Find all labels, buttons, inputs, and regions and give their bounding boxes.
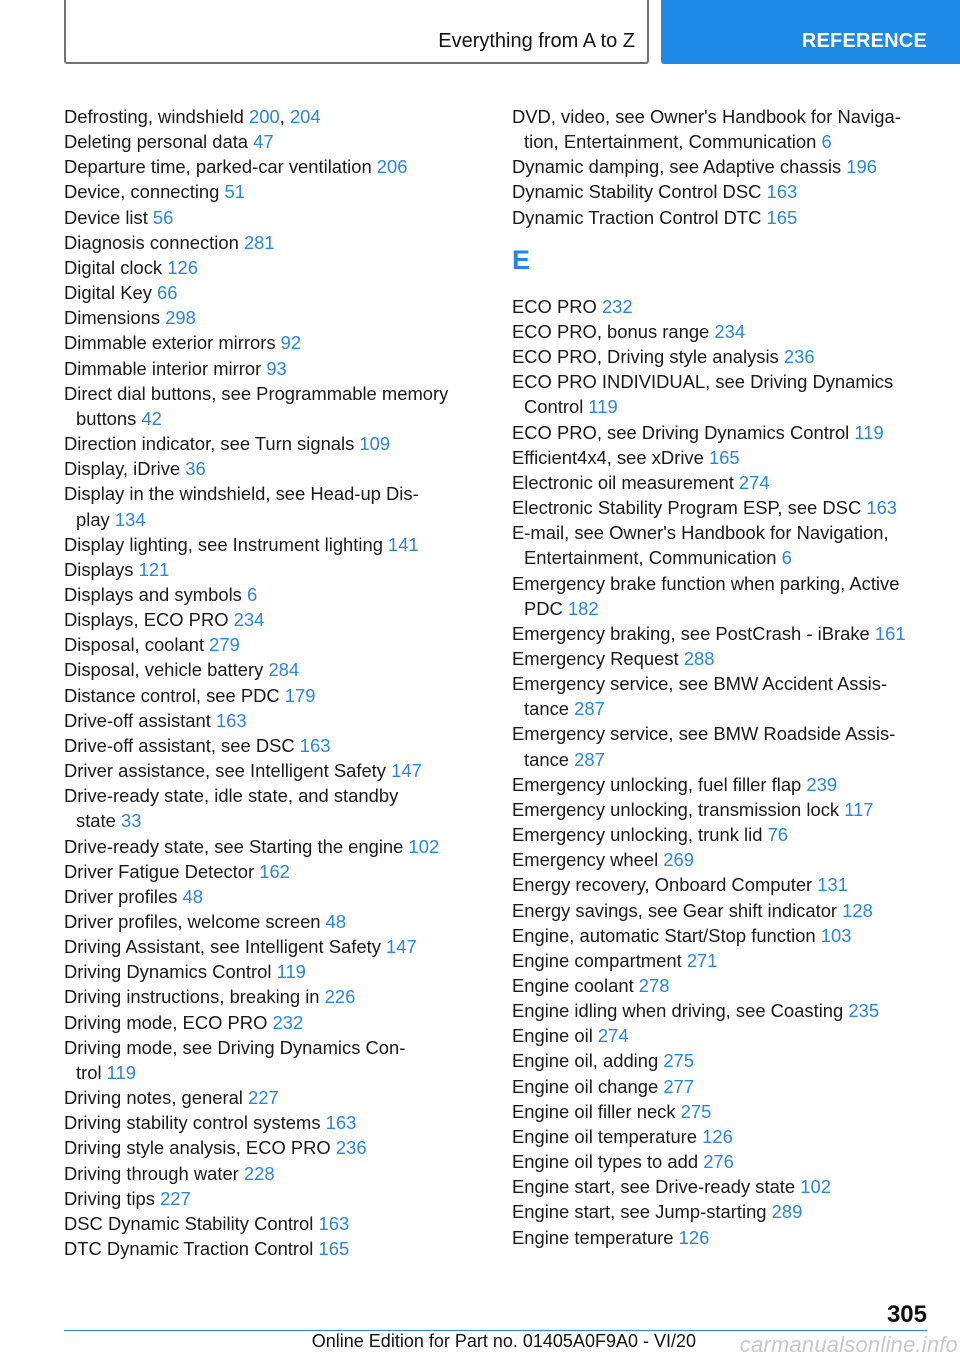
page-link[interactable]: 279: [209, 634, 240, 656]
index-entry-term: Dimmable interior mirror: [64, 357, 267, 379]
index-entry-term: Digital clock: [64, 256, 168, 278]
index-entry: [64, 129, 474, 154]
page-link[interactable]: 161: [874, 622, 906, 644]
index-entry-term: Displays and symbols: [64, 583, 247, 605]
index-entry: [512, 179, 927, 204]
index-entry: [64, 783, 474, 833]
page-separator: ,: [279, 106, 290, 127]
page-link[interactable]: 117: [844, 798, 874, 820]
section-letter-heading: E: [512, 244, 531, 275]
index-entry-term: E-mail, see Owner's Handbook for Navigation, Entertainment, Communication: [512, 522, 889, 569]
index-entry: [64, 632, 474, 657]
page-link[interactable]: 236: [783, 346, 815, 368]
index-entry-term: Engine oil filler neck: [512, 1100, 681, 1122]
reference-tab-label: REFERENCE: [801, 30, 927, 52]
index-entry: [64, 733, 474, 758]
page-link[interactable]: 165: [766, 206, 798, 228]
header-title: Everything from A to Z: [438, 30, 635, 52]
page-link[interactable]: 109: [359, 433, 391, 455]
index-entry: [64, 1161, 474, 1186]
page-link[interactable]: 204: [289, 106, 321, 127]
index-entry-term: Engine oil temperature: [512, 1125, 703, 1147]
index-entry-term: Driver profiles, welcome screen: [64, 911, 326, 932]
page-link[interactable]: 275: [663, 1050, 695, 1072]
page-link[interactable]: 289: [771, 1201, 803, 1223]
index-entry: [64, 909, 474, 934]
index-entry: [512, 1124, 927, 1149]
index-entry-term: Drive-ready state, idle state, and standby state: [64, 785, 399, 832]
page-link[interactable]: 288: [683, 647, 715, 669]
page-link[interactable]: 147: [386, 936, 417, 958]
index-entry-term: Emergency wheel: [512, 849, 664, 871]
page-link[interactable]: 56: [152, 206, 174, 228]
page-link[interactable]: 236: [335, 1137, 367, 1159]
page-link[interactable]: 298: [165, 307, 196, 329]
reference-tab[interactable]: [661, 0, 960, 64]
index-entry: [512, 621, 927, 646]
page-number: 305: [886, 1301, 927, 1328]
index-entry: [64, 557, 474, 582]
index-group-d-continued: [512, 104, 927, 230]
footer-rule-right: [862, 1330, 927, 1331]
index-entry-term: Dimensions: [64, 307, 166, 329]
index-entry: [64, 104, 474, 129]
page-link[interactable]: 66: [157, 282, 178, 304]
index-entry: [64, 481, 474, 531]
index-group-e: [512, 294, 927, 1250]
index-entry: [512, 721, 927, 771]
page-link[interactable]: 76: [767, 824, 789, 846]
page-link[interactable]: 275: [680, 1100, 712, 1122]
index-entry: [512, 369, 927, 419]
index-entry-term: Drive-off assistant: [64, 709, 216, 731]
index-entry: [64, 280, 474, 305]
index-entry: [512, 319, 927, 344]
index-entry-term: Emergency braking, see PostCrash - iBrake: [512, 622, 875, 644]
page-link[interactable]: 33: [120, 810, 142, 832]
index-entry: [64, 934, 474, 959]
index-entry-term: Departure time, parked-car ventilation: [64, 156, 377, 178]
index-entry: [64, 205, 474, 230]
page-link[interactable]: 48: [182, 885, 204, 907]
index-entry-term: Emergency Request: [512, 647, 684, 669]
page-link[interactable]: 234: [233, 609, 265, 631]
index-entry-term: Emergency service, see BMW Roadside Assis- tance: [512, 723, 896, 770]
page-link[interactable]: 271: [686, 949, 718, 971]
index-entry: [512, 1048, 927, 1073]
index-entry: [64, 708, 474, 733]
page-link[interactable]: 232: [272, 1011, 304, 1033]
index-entry-term: Device list: [64, 206, 153, 228]
index-entry-term: Disposal, coolant: [64, 634, 210, 656]
index-entry-term: Dimmable exterior mirrors: [64, 332, 281, 354]
index-entry: [64, 330, 474, 355]
page-link[interactable]: 119: [106, 1061, 136, 1083]
index-entry: [512, 1023, 927, 1048]
index-entry: [512, 998, 927, 1023]
index-entry-term: Distance control, see PDC: [64, 684, 285, 706]
index-entry: [512, 154, 927, 179]
index-entry: [512, 797, 927, 822]
index-entry: [512, 1099, 927, 1124]
index-entry-term: Driving through water: [64, 1162, 244, 1184]
index-entry-term: Deleting personal data: [64, 131, 254, 153]
index-entry-term: Dynamic damping, see Adaptive chassis: [512, 156, 847, 178]
page-link[interactable]: 126: [702, 1125, 733, 1147]
page-link[interactable]: 121: [138, 558, 170, 580]
index-entry-term: Disposal, vehicle battery: [64, 659, 269, 681]
page-link[interactable]: 227: [248, 1087, 279, 1109]
index-entry: [512, 973, 927, 998]
index-entry: [64, 984, 474, 1009]
header-title-box: [64, 0, 649, 64]
index-entry: [64, 1010, 474, 1035]
edition-text: Online Edition for Part no. 01405A0F9A0 - VI/20: [311, 1331, 696, 1351]
page-link[interactable]: 163: [299, 734, 331, 756]
page-link[interactable]: 134: [114, 508, 146, 530]
index-entry-term: Engine start, see Drive-ready state: [512, 1176, 801, 1198]
index-entry-term: Driving tips: [64, 1187, 161, 1209]
page-link[interactable]: 182: [567, 597, 599, 619]
index-entry-term: ECO PRO INDIVIDUAL, see Driving Dynamics Control: [512, 371, 894, 418]
index-entry-term: Device, connecting: [64, 181, 225, 203]
page-link[interactable]: 119: [588, 396, 618, 418]
page-link[interactable]: 147: [391, 760, 422, 782]
index-entry-term: Driving mode, ECO PRO: [64, 1011, 273, 1033]
index-entry: [64, 1085, 474, 1110]
index-entry: [512, 923, 927, 948]
index-entry: [64, 1110, 474, 1135]
page-link[interactable]: 93: [266, 357, 287, 379]
index-entry: [64, 305, 474, 330]
index-entry: [64, 1035, 474, 1085]
index-entry: [512, 847, 927, 872]
page-link[interactable]: 131: [817, 874, 848, 896]
index-entry-term: Diagnosis connection: [64, 231, 244, 253]
page-link[interactable]: 6: [246, 583, 258, 605]
index-entry-term: Energy savings, see Gear shift indicator: [512, 899, 843, 921]
index-entry-term: Emergency unlocking, transmission lock: [512, 798, 845, 820]
page-link[interactable]: 126: [167, 256, 198, 278]
page-link[interactable]: 42: [141, 407, 162, 429]
index-entry-term: DSC Dynamic Stability Control: [64, 1212, 319, 1234]
index-entry: [64, 582, 474, 607]
index-entry-term: Displays, ECO PRO: [64, 609, 234, 631]
index-entry-term: Engine oil: [512, 1025, 598, 1047]
index-entry-term: Dynamic Traction Control DTC: [512, 206, 767, 228]
index-column-left: [64, 104, 474, 1261]
page-link[interactable]: 36: [185, 458, 206, 480]
index-entry: [64, 884, 474, 909]
index-entry: [64, 1211, 474, 1236]
index-entry-term: ECO PRO: [512, 295, 602, 317]
index-entry-term: Defrosting, windshield: [64, 106, 250, 127]
index-entry: [64, 154, 474, 179]
index-entry-term: Dynamic Stability Control DSC: [512, 181, 767, 203]
index-entry-term: ECO PRO, bonus range: [512, 320, 715, 342]
page-link[interactable]: 141: [388, 533, 419, 555]
index-entry: [512, 772, 927, 797]
watermark: carmanualsonline.info: [739, 1332, 958, 1357]
page-link[interactable]: 281: [243, 231, 275, 253]
index-entry-term: Engine compartment: [512, 949, 687, 971]
index-entry: [512, 445, 927, 470]
index-entry: [512, 294, 927, 319]
index-entry: [512, 495, 927, 520]
index-entry: [64, 230, 474, 255]
index-entry-term: Efficient4x4, see xDrive: [512, 446, 709, 468]
page-link[interactable]: 126: [678, 1226, 710, 1248]
page-link[interactable]: 102: [408, 835, 440, 857]
page-link[interactable]: 284: [268, 659, 300, 681]
page-link[interactable]: 165: [318, 1238, 350, 1260]
index-entry: [512, 420, 927, 445]
index-entry-term: ECO PRO, see Driving Dynamics Control: [512, 421, 855, 443]
page-link[interactable]: 287: [574, 748, 605, 770]
index-entry: [512, 205, 927, 230]
page-link[interactable]: 51: [224, 181, 245, 203]
index-entry: [64, 1186, 474, 1211]
index-entry: [64, 1135, 474, 1160]
index-entry-term: Emergency brake function when parking, Active PDC: [512, 572, 900, 619]
index-entry-term: Driving style analysis, ECO PRO: [64, 1137, 336, 1159]
index-entry-term: Driving notes, general: [64, 1087, 249, 1109]
page-link[interactable]: 227: [160, 1187, 191, 1209]
index-entry-term: Energy recovery, Onboard Computer: [512, 874, 818, 896]
index-entry: [512, 872, 927, 897]
index-entry: [64, 532, 474, 557]
index-entry: [512, 1174, 927, 1199]
index-entry-term: Display, iDrive: [64, 458, 186, 480]
index-entry-term: Driver Fatigue Detector: [64, 860, 260, 882]
page-link[interactable]: 235: [848, 1000, 880, 1022]
page-link[interactable]: 47: [253, 131, 274, 153]
page-link[interactable]: 163: [215, 709, 247, 731]
index-entry-term: Direction indicator, see Turn signals: [64, 433, 360, 455]
index-entry: [512, 470, 927, 495]
page-link[interactable]: 234: [714, 320, 746, 342]
page-link[interactable]: 92: [280, 332, 302, 354]
index-entry-term: Electronic oil measurement: [512, 471, 739, 493]
index-entry: [512, 1149, 927, 1174]
page-link[interactable]: 163: [325, 1112, 357, 1134]
index-entry-term: Engine start, see Jump-starting: [512, 1201, 772, 1223]
index-entry: [64, 456, 474, 481]
index-entry-term: Engine oil change: [512, 1075, 664, 1097]
index-entry: [512, 898, 927, 923]
index-entry: [64, 255, 474, 280]
page-link[interactable]: 128: [842, 899, 873, 921]
index-entry-term: Driving Assistant, see Intelligent Safety: [64, 936, 386, 958]
index-entry-term: Displays: [64, 558, 139, 580]
page-link[interactable]: 278: [638, 975, 670, 996]
page-link[interactable]: 206: [376, 156, 408, 178]
index-entry-term: Emergency unlocking, trunk lid: [512, 824, 768, 846]
page-link[interactable]: 274: [738, 471, 770, 493]
page-link[interactable]: 226: [324, 986, 356, 1008]
page-link[interactable]: 179: [284, 684, 316, 706]
page-link[interactable]: 200: [249, 106, 280, 127]
index-entry: [64, 607, 474, 632]
page-link[interactable]: 163: [866, 497, 898, 519]
index-entry-term: Emergency service, see BMW Accident Assis- tance: [512, 673, 888, 720]
index-entry-term: Driving stability control systems: [64, 1112, 326, 1134]
page-link[interactable]: 102: [800, 1176, 831, 1198]
index-entry-term: Driver profiles: [64, 885, 183, 907]
index-entry-term: Display lighting, see Instrument lighting: [64, 533, 389, 555]
page-link[interactable]: 274: [597, 1025, 629, 1047]
index-entry: [64, 834, 474, 859]
index-entry-term: Driving Dynamics Control: [64, 961, 277, 983]
index-entry: [512, 822, 927, 847]
index-entry: [512, 344, 927, 369]
index-entry-term: Driving mode, see Driving Dynamics Con- trol: [64, 1036, 406, 1083]
index-entry: [512, 571, 927, 621]
index-entry: [512, 1225, 927, 1250]
page-link[interactable]: 163: [766, 181, 798, 203]
index-entry-term: Engine coolant: [512, 975, 639, 996]
index-entry-term: Engine, automatic Start/Stop function: [512, 924, 821, 946]
page-link[interactable]: 228: [243, 1162, 275, 1184]
index-entry-term: Engine oil types to add: [512, 1151, 704, 1173]
index-entry: [64, 758, 474, 783]
index-entry: [512, 104, 927, 154]
index-entry-term: DVD, video, see Owner's Handbook for Naviga- tion, Entertainment, Communication: [512, 106, 901, 153]
page-link[interactable]: 165: [708, 446, 740, 468]
index-entry-term: Emergency unlocking, fuel filler flap: [512, 773, 807, 795]
page-link[interactable]: 196: [846, 156, 877, 178]
index-entry: [64, 1236, 474, 1261]
index-entry: [64, 683, 474, 708]
index-entry-term: Drive-ready state, see Starting the engine: [64, 835, 409, 857]
index-entry-term: Engine temperature: [512, 1226, 679, 1248]
page-link[interactable]: 239: [806, 773, 838, 795]
index-entry: [64, 431, 474, 456]
index-entry-term: Driver assistance, see Intelligent Safety: [64, 760, 392, 782]
page-link[interactable]: 119: [854, 421, 884, 443]
page-link[interactable]: 162: [259, 860, 290, 882]
page-link[interactable]: 276: [703, 1151, 734, 1173]
page-link[interactable]: 6: [781, 547, 792, 569]
index-entry-term: Digital Key: [64, 282, 158, 304]
index-entry: [512, 520, 927, 570]
index-entry: [64, 657, 474, 682]
index-entry: [64, 381, 474, 431]
index-entry-term: Drive-off assistant, see DSC: [64, 734, 300, 756]
index-entry-term: Direct dial buttons, see Programmable memory buttons: [64, 382, 449, 429]
index-entry: [512, 948, 927, 973]
index-entry-term: DTC Dynamic Traction Control: [64, 1238, 319, 1260]
index-entry: [64, 356, 474, 381]
index-entry-term: Display in the windshield, see Head-up Dis- play: [64, 483, 419, 530]
page-link[interactable]: 163: [318, 1212, 350, 1234]
index-entry-term: Engine idling when driving, see Coasting: [512, 1000, 849, 1022]
page-link[interactable]: 232: [601, 295, 633, 317]
index-entry-term: ECO PRO, Driving style analysis: [512, 346, 784, 368]
index-entry: [512, 646, 927, 671]
index-entry-term: Electronic Stability Program ESP, see DSC: [512, 497, 867, 519]
index-entry: [64, 179, 474, 204]
page-link[interactable]: 48: [325, 911, 347, 932]
index-entry: [512, 671, 927, 721]
index-entry: [64, 959, 474, 984]
index-entry: [512, 1199, 927, 1224]
page-link[interactable]: 119: [276, 961, 306, 983]
page-link[interactable]: 277: [663, 1075, 695, 1097]
page-link[interactable]: 103: [820, 924, 852, 946]
index-entry: [64, 859, 474, 884]
index-entry-term: Driving instructions, breaking in: [64, 986, 325, 1008]
page-link[interactable]: 269: [663, 849, 694, 871]
index-column-right: [512, 104, 927, 1250]
page-link[interactable]: 6: [821, 131, 832, 153]
index-entry: [512, 1074, 927, 1099]
page-link[interactable]: 287: [574, 698, 605, 720]
index-entry-term: Engine oil, adding: [512, 1050, 664, 1072]
